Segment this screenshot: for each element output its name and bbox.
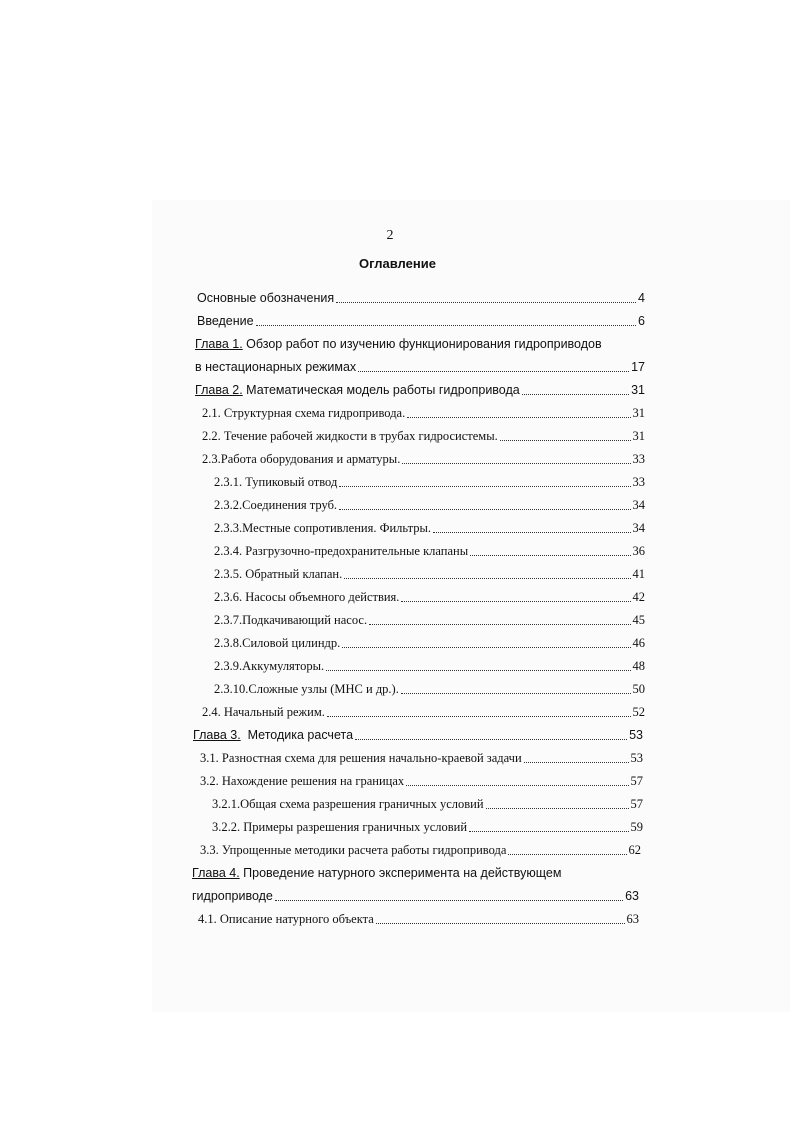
chapter-prefix: Глава 2. (195, 383, 243, 397)
toc-entry-text: Обзор работ по изучению функционирования гидроприводов (246, 337, 602, 351)
toc-entry-text: Основные обозначения (197, 291, 335, 305)
leader-dots (524, 761, 629, 763)
leader-dots (342, 646, 630, 648)
toc-entry (198, 911, 639, 927)
toc-entry-text: 3.2.1.Общая схема разрешения граничных условий (212, 797, 484, 811)
toc-entry (200, 842, 641, 858)
leader-dots (508, 853, 626, 855)
toc-entry (200, 750, 643, 766)
toc-entry-page: 33 (632, 475, 645, 489)
toc-entry (212, 819, 643, 835)
leader-dots (355, 738, 627, 740)
toc-entry-text: 3.3. Упрощенные методики расчета работы гидропривода (200, 843, 507, 857)
toc-entry-text: 2.2. Течение рабочей жидкости в трубах гидросистемы. (202, 429, 498, 443)
toc-entry-page: 34 (632, 498, 645, 512)
leader-dots (326, 669, 630, 671)
toc-entry-page: 6 (638, 314, 645, 328)
page-number: 2 (386, 228, 394, 243)
leader-dots (275, 899, 623, 901)
chapter-prefix: Глава 1. (195, 337, 243, 351)
toc-entry-text: в нестационарных режимах (195, 360, 357, 374)
leader-dots (469, 830, 628, 832)
leader-dots (406, 784, 628, 786)
toc-entry-page: 36 (632, 544, 645, 558)
leader-dots (376, 922, 625, 924)
toc-entry-page: 50 (632, 682, 645, 696)
leader-dots (358, 370, 629, 372)
toc-entry-text: 2.3.Работа оборудования и арматуры. (202, 452, 401, 466)
toc-entry-text: 3.2.2. Примеры разрешения граничных условий (212, 820, 468, 834)
toc-entry (214, 589, 645, 605)
toc-entry-page: 42 (632, 590, 645, 604)
leader-dots (500, 439, 631, 441)
toc-entry-page: 31 (632, 429, 645, 443)
leader-dots (344, 577, 630, 579)
toc-entry-text: Методика расчета (247, 728, 354, 742)
leader-dots (402, 462, 630, 464)
toc-entry-text: Введение (197, 314, 254, 328)
toc-entry-text: 2.3.1. Тупиковый отвод (214, 475, 338, 489)
toc-entry (214, 658, 645, 674)
toc-entry-text: 2.3.5. Обратный клапан. (214, 567, 343, 581)
toc-entry-page: 45 (632, 613, 645, 627)
toc-entry-page: 53 (629, 728, 643, 742)
toc-entry-text: 4.1. Описание натурного объекта (198, 912, 374, 926)
leader-dots (522, 393, 629, 395)
leader-dots (369, 623, 630, 625)
toc-entry-text: 2.3.10.Сложные узлы (МНС и др.). (214, 682, 399, 696)
toc-entry-page: 31 (631, 383, 645, 397)
toc-entry (197, 313, 645, 329)
leader-dots (339, 485, 630, 487)
toc-entry-page: 34 (632, 521, 645, 535)
toc-entry-text: Проведение натурного эксперимента на действующем (243, 866, 562, 880)
toc-entry-page: 57 (630, 797, 643, 811)
chapter-prefix: Глава 3. (193, 728, 241, 742)
toc-entry-text: 2.3.8.Силовой цилиндр. (214, 636, 341, 650)
toc-entry-text: 3.2. Нахождение решения на границах (200, 774, 405, 788)
toc-entry-text: 2.1. Структурная схема гидропривода. (202, 406, 406, 420)
toc-entry (195, 359, 645, 375)
toc-entry (214, 612, 645, 628)
toc-entry-page: 46 (632, 636, 645, 650)
toc-entry (202, 451, 645, 467)
leader-dots (327, 715, 631, 717)
toc-entry-page: 41 (632, 567, 645, 581)
toc-entry (193, 727, 643, 743)
toc-entry-text: 2.3.7.Подкачивающий насос. (214, 613, 368, 627)
leader-dots (401, 600, 630, 602)
toc-entry-page: 31 (632, 406, 645, 420)
leader-dots (433, 531, 631, 533)
toc-entry (214, 474, 645, 490)
toc-chapter-line (192, 865, 561, 881)
toc-entry (214, 520, 645, 536)
toc-entry-text: 2.3.2.Соединения труб. (214, 498, 338, 512)
toc-entry (214, 497, 645, 513)
toc-entry (214, 543, 645, 559)
toc-entry-page: 33 (632, 452, 645, 466)
toc-entry-text: 2.3.3.Местные сопротивления. Фильтры. (214, 521, 431, 535)
toc-entry (197, 290, 645, 306)
leader-dots (470, 554, 630, 556)
toc-entry-page: 63 (625, 889, 639, 903)
toc-entry (200, 773, 643, 789)
leader-dots (339, 508, 630, 510)
toc-entry-page: 48 (632, 659, 645, 673)
toc-entry (212, 796, 643, 812)
toc-entry-page: 53 (630, 751, 643, 765)
toc-entry-page: 4 (638, 291, 645, 305)
toc-entry (195, 382, 645, 398)
chapter-prefix: Глава 4. (192, 866, 240, 880)
toc-chapter-line (195, 336, 602, 352)
toc-entry (214, 681, 645, 697)
toc-entry-text: 2.4. Начальный режим. (202, 705, 325, 719)
leader-dots (336, 301, 636, 303)
toc-entry (202, 405, 645, 421)
toc-entry-page: 59 (630, 820, 643, 834)
leader-dots (256, 324, 636, 326)
leader-dots (407, 416, 630, 418)
toc-entry-text: 2.3.4. Разгрузочно-предохранительные клапаны (214, 544, 469, 558)
toc-entry-page: 17 (631, 360, 645, 374)
toc-entry (192, 888, 639, 904)
toc-entry (214, 566, 645, 582)
toc-entry-page: 63 (626, 912, 639, 926)
toc-entry (202, 704, 645, 720)
toc-entry-page: 52 (632, 705, 645, 719)
toc-entry-text: Математическая модель работы гидропривода (246, 383, 520, 397)
leader-dots (401, 692, 631, 694)
toc-entry-text: 3.1. Разностная схема для решения начально-краевой задачи (200, 751, 522, 765)
toc-entry-text: гидроприводе (192, 889, 273, 903)
toc-entry-page: 62 (628, 843, 641, 857)
toc-title: Оглавление (359, 256, 436, 271)
toc-entry (214, 635, 645, 651)
toc-entry-page: 57 (630, 774, 643, 788)
toc-entry-text: 2.3.9.Аккумуляторы. (214, 659, 325, 673)
leader-dots (486, 807, 629, 809)
toc-entry (202, 428, 645, 444)
toc-entry-text: 2.3.6. Насосы объемного действия. (214, 590, 400, 604)
